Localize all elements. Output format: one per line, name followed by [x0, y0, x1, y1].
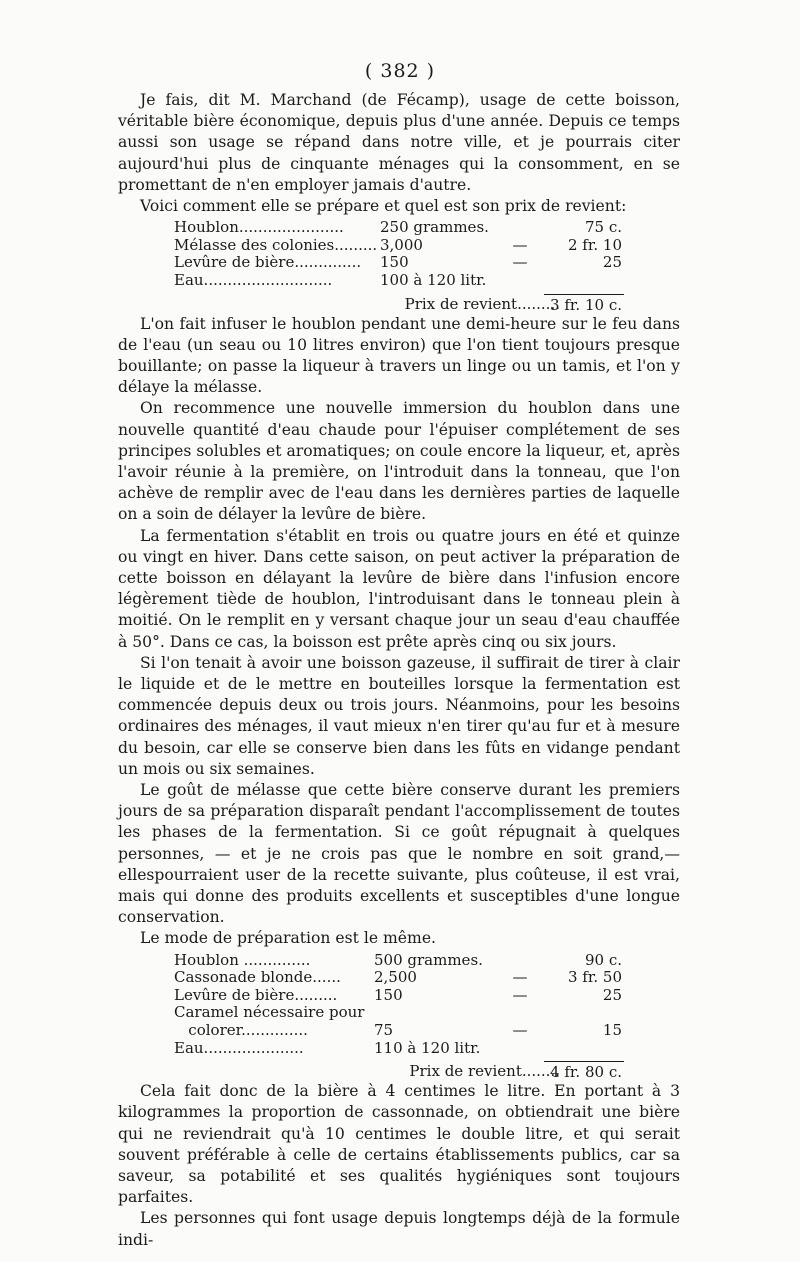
- total-amount: 4 fr. 80 c.: [544, 1061, 624, 1083]
- table-row: [174, 219, 622, 237]
- ingredient: Eau.....................: [174, 1038, 304, 1057]
- table-row: [174, 254, 622, 272]
- ditto-mark: [498, 272, 542, 290]
- price: 15: [602, 1021, 622, 1040]
- paragraph: Si l'on tenait à avoir une boisson gazeuse, il suffirait de tirer à clair le liquide et de le mettre en bouteilles lorsque la fermentation est commencée depuis deux ou trois jours. Néanmoins, pour les besoins ordinaires des ménages, il vaut mieux n'en tirer qu'au fur et à mesure du besoin, car elle se conserve bien dans les fûts en vidange pendant un mois ou six semaines.: [118, 653, 680, 778]
- ditto-mark: [498, 1004, 542, 1022]
- recipe-table-1: [174, 219, 622, 289]
- total-label: Prix de revient........: [409, 1062, 560, 1081]
- paragraph: Cela fait donc de la bière à 4 centimes le litre. En portant à 3 kilogrammes la proportion de cassonnade, on obtiendrait une bière qui ne reviendrait qu'à 10 centimes le double litre, et qui serait souvent préférable à celle de certains établissements publics, car sa saveur, sa potabilité et ses qualités hygiéniques sont toujours parfaites.: [118, 1082, 680, 1207]
- ditto-mark: [498, 1040, 542, 1058]
- quantity: 2,500: [374, 968, 417, 987]
- paragraph: Le mode de préparation est le même.: [140, 929, 436, 948]
- price: [542, 1040, 622, 1058]
- ingredient: Houblon......................: [174, 218, 344, 237]
- paragraph: On recommence une nouvelle immersion du houblon dans une nouvelle quantité d'eau chaude pour l'épuiser complétement de ses principes solubles et aromatiques; on coule encore la liqueur, et, après l'avoir réunie à la première, on l'introduit dans la tonneau, que l'on achève de remplir avec de l'eau dans les dernières parties de laquelle on a soin de délayer la levûre de bière.: [118, 399, 680, 524]
- total-label: Prix de revient.........: [404, 294, 560, 313]
- ditto-mark: —: [512, 235, 528, 254]
- table-row: [174, 1004, 622, 1022]
- price: [542, 1004, 622, 1022]
- table-row: [174, 1022, 622, 1040]
- ingredient: Houblon ..............: [174, 950, 311, 969]
- ditto-mark: —: [512, 968, 528, 987]
- table-row: [174, 969, 622, 987]
- quantity: 110 à 120 litr.: [374, 1038, 481, 1057]
- ingredient: Mélasse des colonies.........: [174, 235, 378, 254]
- ingredient: Eau...........................: [174, 271, 333, 289]
- page-number: ( 382 ): [364, 60, 436, 82]
- cost-total-line: [118, 1059, 680, 1081]
- price: 75 c.: [584, 218, 622, 237]
- table-row: [174, 1040, 622, 1058]
- quantity: 100 à 120 litr.: [380, 271, 487, 289]
- ingredient: Levûre de bière.........: [174, 985, 338, 1004]
- quantity: 150: [374, 985, 403, 1004]
- ingredient: colorer..............: [174, 1021, 308, 1040]
- table-row: [174, 272, 622, 290]
- price: 2 fr. 10: [567, 235, 622, 254]
- ditto-mark: [498, 952, 542, 970]
- paragraph: La fermentation s'établit en trois ou quatre jours en été et quinze ou vingt en hiver. Dans cette saison, on peut activer la préparation de cette boisson en délayant la levûre de bière dans l'infusion encore légèrement tiède de houblon, l'introduisant dans le tonneau plein à moitié. On le remplit en y versant chaque jour un seau d'eau chauffée à 50°. Dans ce cas, la boisson est prête après cinq ou six jours.: [118, 526, 680, 651]
- total-amount: 3 fr. 10 c.: [544, 294, 624, 316]
- paragraph: L'on fait infuser le houblon pendant une demi-heure sur le feu dans de l'eau (un seau ou 10 litres environ) que l'on tient toujours presque bouillante; on passe la liqueur à travers un linge ou un tamis, et l'on y délaye la mélasse.: [118, 314, 680, 397]
- ingredient: Caramel nécessaire pour: [174, 1003, 365, 1022]
- ingredient: Cassonade blonde......: [174, 968, 341, 987]
- quantity: 150: [380, 253, 409, 272]
- price: 25: [602, 253, 622, 272]
- ditto-mark: —: [512, 253, 528, 272]
- paragraph: Le goût de mélasse que cette bière conserve durant les premiers jours de sa préparation disparaît pendant l'accomplissement de toutes les phases de la fermentation. Si ce goût répugnait à quelques personnes, — et je ne crois pas que le nombre en soit grand,— ellespourraient user de la recette suivante, plus coûteuse, il est vrai, mais qui donne des produits excellents et susceptibles d'une longue conservation.: [118, 781, 680, 927]
- quantity: [374, 1004, 498, 1022]
- ditto-mark: —: [512, 1021, 528, 1040]
- price: 25: [602, 985, 622, 1004]
- ditto-mark: —: [512, 985, 528, 1004]
- body-text: [118, 90, 680, 1251]
- recipe-table-2: [174, 952, 622, 1058]
- paragraph: Voici comment elle se prépare et quel est son prix de revient:: [140, 197, 627, 216]
- ingredient: Levûre de bière..............: [174, 253, 362, 272]
- quantity: 250 grammes.: [380, 218, 489, 237]
- price: [542, 272, 622, 290]
- paragraph: Les personnes qui font usage depuis longtemps déjà de la formule indi-: [118, 1209, 680, 1249]
- table-row: [174, 237, 622, 255]
- price: 90 c.: [584, 950, 622, 969]
- ditto-mark: [498, 219, 542, 237]
- quantity: 500 grammes.: [374, 950, 483, 969]
- paragraph: Je fais, dit M. Marchand (de Fécamp), usage de cette boisson, véritable bière économique, depuis plus d'une année. Depuis ce temps aussi son usage se répand dans notre ville, et je pourrais citer aujourd'hui plus de cinquante ménages qui la consomment, en se promettant de n'en employer jamais d'autre.: [118, 91, 680, 194]
- table-row: [174, 987, 622, 1005]
- cost-total-line: [118, 292, 680, 314]
- price: 3 fr. 50: [567, 968, 622, 987]
- table-row: [174, 952, 622, 970]
- quantity: 75: [374, 1021, 394, 1040]
- quantity: 3,000: [380, 235, 423, 254]
